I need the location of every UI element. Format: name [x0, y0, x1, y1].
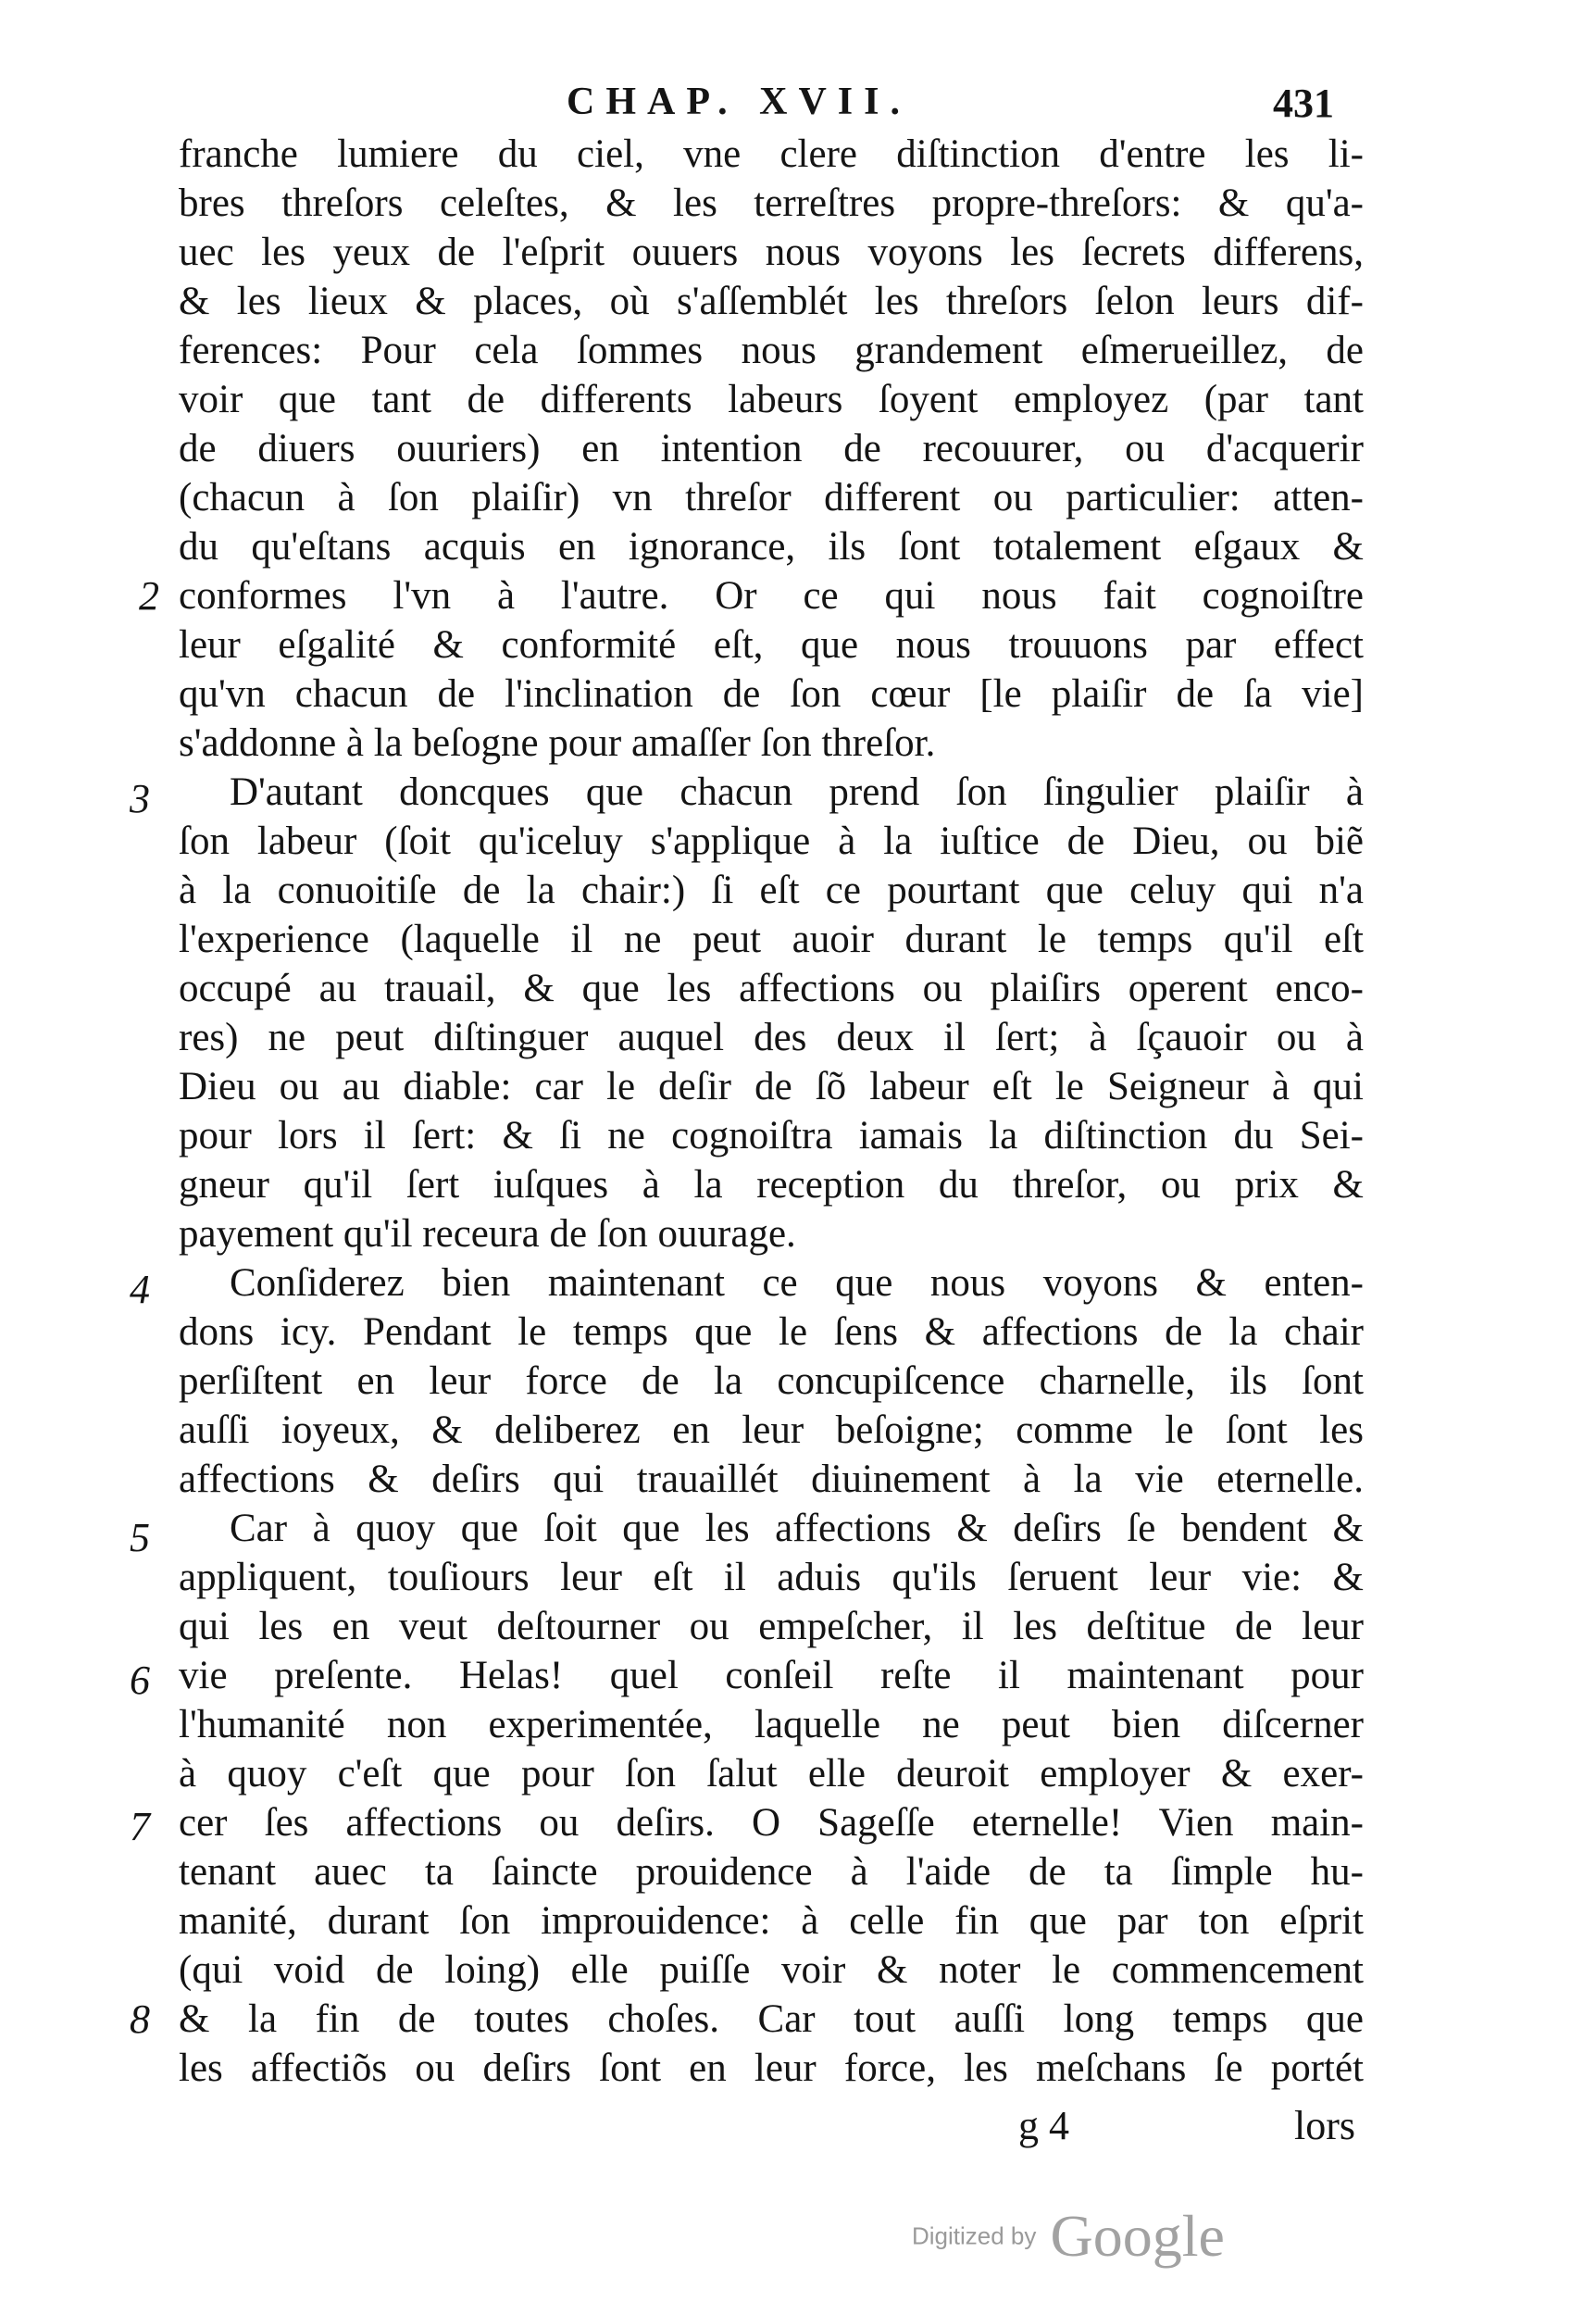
text-line: gneur qu'il ſert iuſques à la reception du threſor, ou prix & [179, 1163, 1364, 1207]
text-line: vie preſente. Helas! quel conſeil reſte il maintenant pour [179, 1654, 1364, 1697]
catchword: lors [1294, 2103, 1355, 2148]
text-line: payement qu'il receura de ſon ouurage. [179, 1212, 796, 1256]
text-line: & la fin de toutes choſes. Car tout auſſi long temps que [179, 1997, 1364, 2041]
text-line: conformes l'vn à l'autre. Or ce qui nous fait cognoiſtre [179, 574, 1364, 618]
text-line: dons icy. Pendant le temps que le ſens & affections de la chair [179, 1310, 1364, 1354]
running-head: CHAP. XVII. [567, 81, 911, 123]
signature-mark: g 4 [1018, 2103, 1069, 2148]
text-line: tenant auec ta ſaincte prouidence à l'aide de ta ſimple hu- [179, 1850, 1364, 1894]
text-line: ſon labeur (ſoit qu'iceluy s'applique à la iuſtice de Dieu, ou biẽ [179, 820, 1364, 863]
margin-number-6: 6 [130, 1658, 150, 1703]
text-line: voir que tant de differents labeurs ſoyent employez (par tant [179, 378, 1364, 421]
text-line: (qui void de loing) elle puiſſe voir & noter le commencement [179, 1948, 1364, 1992]
text-line: l'humanité non experimentée, laquelle ne peut bien diſcerner [179, 1703, 1364, 1746]
digitized-by-text: Digitized by [912, 2221, 1037, 2250]
text-line: s'addonne à la beſogne pour amaſſer ſon threſor. [179, 721, 936, 765]
margin-number-7: 7 [130, 1804, 150, 1849]
text-line: (chacun à ſon plaiſir) vn threſor different ou particulier: atten- [179, 476, 1364, 519]
text-line: Car à quoy que ſoit que les affections & deſirs ſe bendent & [230, 1507, 1364, 1550]
margin-number-3: 3 [130, 776, 150, 821]
text-line: cer ſes affections ou deſirs. O Sageſſe eternelle! Vien main- [179, 1801, 1364, 1845]
text-line: qu'vn chacun de l'inclination de ſon cœur [le plaiſir de ſa vie] [179, 672, 1364, 716]
text-line: de diuers ouuriers) en intention de recouurer, ou d'acquerir [179, 427, 1364, 470]
text-line: ferences: Pour cela ſommes nous grandement eſmerueillez, de [179, 329, 1364, 372]
text-line: les affectiõs ou deſirs ſont en leur force, les meſchans ſe portét [179, 2046, 1364, 2090]
text-line: à quoy c'eſt que pour ſon ſalut elle deuroit employer & exer- [179, 1752, 1364, 1796]
text-line: leur eſgalité & conformité eſt, que nous trouuons par effect [179, 623, 1364, 667]
margin-number-2: 2 [139, 573, 159, 619]
text-line: manité, durant ſon improuidence: à celle fin que par ton eſprit [179, 1899, 1364, 1943]
text-line: bres threſors celeſtes, & les terreſtres propre-threſors: & qu'a- [179, 181, 1364, 225]
text-line: perſiſtent en leur force de la concupiſcence charnelle, ils ſont [179, 1359, 1364, 1403]
text-line: pour lors il ſert: & ſi ne cognoiſtra iamais la diſtinction du Sei- [179, 1114, 1364, 1158]
text-line: uec les yeux de l'eſprit ouuers nous voyons les ſecrets differens, [179, 231, 1364, 274]
text-line: occupé au trauail, & que les affections ou plaiſirs operent enco- [179, 967, 1364, 1010]
text-line: franche lumiere du ciel, vne clere diſtinction d'entre les li- [179, 132, 1364, 176]
margin-number-4: 4 [130, 1267, 150, 1312]
text-line: du qu'eſtans acquis en ignorance, ils ſont totalement eſgaux & [179, 525, 1364, 569]
text-line: qui les en veut deſtourner ou empeſcher, il les deſtitue de leur [179, 1605, 1364, 1648]
text-line: D'autant doncques que chacun prend ſon ſingulier plaiſir à [230, 770, 1364, 814]
margin-number-5: 5 [130, 1515, 150, 1560]
text-line: res) ne peut diſtinguer auquel des deux il ſert; à ſçauoir ou à [179, 1016, 1364, 1059]
text-line: affections & deſirs qui trauaillét diuinement à la vie eternelle. [179, 1458, 1364, 1501]
digitized-by-google-watermark [912, 2202, 1225, 2276]
google-logo: Google [1050, 2203, 1225, 2269]
text-line: à la conuoitiſe de la chair:) ſi eſt ce pourtant que celuy qui n'a [179, 869, 1364, 912]
text-line: l'experience (laquelle il ne peut auoir durant le temps qu'il eſt [179, 918, 1364, 961]
text-line: & les lieux & places, où s'aſſemblét les threſors ſelon leurs dif- [179, 280, 1364, 323]
page-header [0, 80, 1596, 135]
text-line: appliquent, touſiours leur eſt il aduis qu'ils ſeruent leur vie: & [179, 1556, 1364, 1599]
page-number: 431 [1273, 81, 1334, 126]
text-line: auſſi ioyeux, & deliberez en leur beſoigne; comme le ſont les [179, 1408, 1364, 1452]
text-line: Dieu ou au diable: car le deſir de ſõ labeur eſt le Seigneur à qui [179, 1065, 1364, 1108]
text-line: Conſiderez bien maintenant ce que nous voyons & enten- [230, 1261, 1364, 1305]
margin-number-8: 8 [130, 1996, 150, 2042]
